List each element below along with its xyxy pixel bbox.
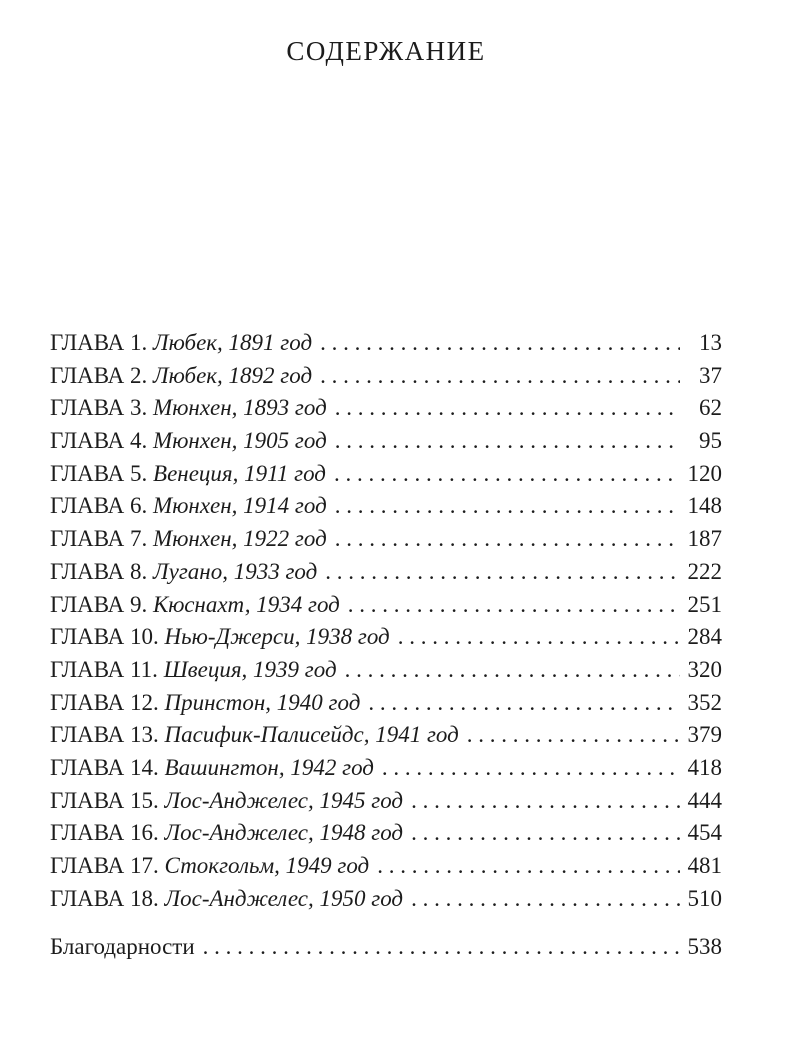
page-number: 251 [687,591,722,617]
toc-entry-chapter-8[interactable] [50,556,722,589]
toc-entry-chapter-5[interactable] [50,458,722,491]
dot-leader [320,327,680,360]
dot-leader [411,817,680,850]
page-number: 454 [687,820,722,846]
page-number: 510 [687,885,722,911]
page-number: 418 [687,754,722,780]
chapter-label: ГЛАВА 18. Лос-Анджелес, 1950 год [50,885,404,911]
page-number: 481 [687,853,722,878]
page-number: 444 [687,787,722,813]
page-number: 222 [687,558,722,584]
acknowledgements-label: Благодарности [50,934,195,960]
toc-entry-chapter-15[interactable] [50,785,722,818]
page-number: 13 [699,330,722,355]
chapter-label: ГЛАВА 4. Мюнхен, 1905 год [50,428,327,454]
chapter-label: ГЛАВА 14. Вашингтон, 1942 год [50,754,374,780]
dot-leader [335,490,680,523]
chapter-label: ГЛАВА 10. Нью-Джерси, 1938 год [50,624,390,650]
dot-leader [398,621,680,654]
page-number: 120 [687,460,722,486]
toc-entry-chapter-4[interactable] [50,425,722,458]
dot-leader [334,458,680,491]
dot-leader [411,883,680,916]
dot-leader [203,931,680,964]
chapter-label: ГЛАВА 11. Швеция, 1939 год [50,656,337,682]
toc-entry-chapter-16[interactable] [50,817,722,850]
toc-entry-chapter-9[interactable] [50,589,722,622]
toc-entry-chapter-6[interactable] [50,490,722,523]
page-number: 284 [687,624,722,650]
chapter-label: ГЛАВА 6. Мюнхен, 1914 год [50,493,327,519]
chapter-label: ГЛАВА 3. Мюнхен, 1893 год [50,395,327,421]
toc-entry-chapter-13[interactable] [50,719,722,752]
page-number: 538 [687,934,722,960]
page-title: СОДЕРЖАНИЕ [286,36,486,66]
page-number: 379 [687,722,722,748]
toc-entry-chapter-1[interactable] [50,327,722,360]
dot-leader [325,556,680,589]
dot-leader [320,360,680,393]
page-number: 187 [687,526,722,552]
toc-entry-acknowledgements[interactable] [50,931,722,964]
page-number: 37 [699,362,722,388]
toc-entry-chapter-14[interactable] [50,752,722,785]
toc-entry-chapter-12[interactable] [50,687,722,720]
dot-leader [377,850,680,883]
dot-leader [368,687,680,720]
dot-leader [382,752,680,785]
dot-leader [348,589,680,622]
page-number: 62 [699,395,722,421]
chapter-label: ГЛАВА 5. Венеция, 1911 год [50,460,326,486]
page-number: 95 [699,428,722,454]
dot-leader [345,654,680,687]
page-number: 148 [687,493,722,519]
dot-leader [335,425,680,458]
chapter-label: ГЛАВА 17. Стокгольм, 1949 год [50,853,370,878]
toc-entry-chapter-10[interactable] [50,621,722,654]
dot-leader [411,785,680,818]
toc-entry-chapter-3[interactable] [50,392,722,425]
toc-entry-chapter-11[interactable] [50,654,722,687]
toc-entry-chapter-17[interactable] [50,850,722,883]
toc-entry-chapter-7[interactable] [50,523,722,556]
chapter-label: ГЛАВА 15. Лос-Анджелес, 1945 год [50,787,404,813]
table-of-contents [50,327,722,964]
page-number: 352 [687,689,722,715]
chapter-label: ГЛАВА 7. Мюнхен, 1922 год [50,526,327,552]
toc-entry-chapter-2[interactable] [50,360,722,393]
dot-leader [335,523,680,556]
chapter-label: ГЛАВА 9. Кюснахт, 1934 год [50,591,340,617]
chapter-label: ГЛАВА 12. Принстон, 1940 год [50,689,361,715]
dot-leader [335,392,680,425]
chapter-label: ГЛАВА 16. Лос-Анджелес, 1948 год [50,820,404,846]
toc-entry-chapter-18[interactable] [50,883,722,916]
chapter-label: ГЛАВА 2. Любек, 1892 год [50,362,313,388]
page-number: 320 [687,656,722,682]
chapter-label: ГЛАВА 13. Пасифик-Палисейдс, 1941 год [50,722,459,748]
chapter-label: ГЛАВА 1. Любек, 1891 год [50,330,313,355]
chapter-label: ГЛАВА 8. Лугано, 1933 год [50,558,318,584]
dot-leader [467,719,680,752]
